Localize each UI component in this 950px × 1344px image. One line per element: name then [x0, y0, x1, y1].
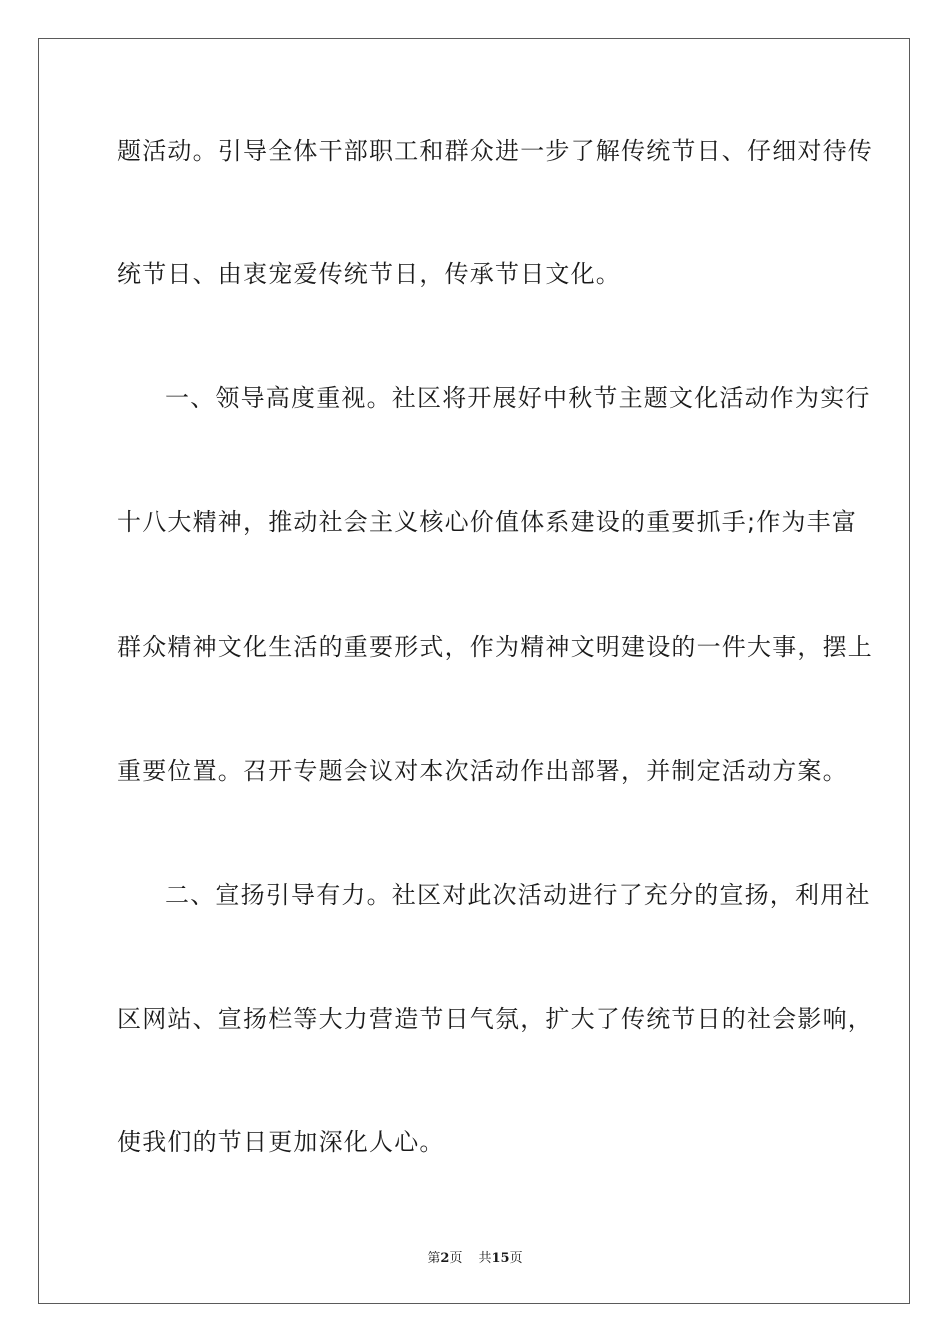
- total-pages: 15: [491, 1251, 510, 1266]
- text-line: 十八大精神，推动社会主义核心价值体系建设的重要抓手;作为丰富: [117, 508, 858, 536]
- page-suffix: 页: [449, 1251, 463, 1266]
- page-number: 2: [440, 1251, 450, 1266]
- paragraph-heading-line: 二、宣扬引导有力。社区对此次活动进行了充分的宣扬，利用社: [165, 881, 871, 909]
- text-line: 群众精神文化生活的重要形式，作为精神文明建设的一件大事，摆上: [117, 633, 873, 661]
- paragraph-heading-line: 一、领导高度重视。社区将开展好中秋节主题文化活动作为实行: [165, 384, 871, 412]
- page-border: [38, 38, 910, 1304]
- text-line: 题活动。引导全体干部职工和群众进一步了解传统节日、仔细对待传: [117, 137, 873, 165]
- total-prefix: 共: [478, 1251, 492, 1266]
- total-suffix: 页: [509, 1251, 523, 1266]
- page-prefix: 第: [427, 1251, 441, 1266]
- page-footer: [0, 1247, 950, 1266]
- text-line: 统节日、由衷宠爱传统节日，传承节日文化。: [117, 260, 621, 288]
- text-line: 使我们的节日更加深化人心。: [117, 1128, 445, 1156]
- text-line: 区网站、宣扬栏等大力营造节日气氛，扩大了传统节日的社会影响，: [117, 1005, 873, 1033]
- text-line: 重要位置。召开专题会议对本次活动作出部署，并制定活动方案。: [117, 757, 848, 785]
